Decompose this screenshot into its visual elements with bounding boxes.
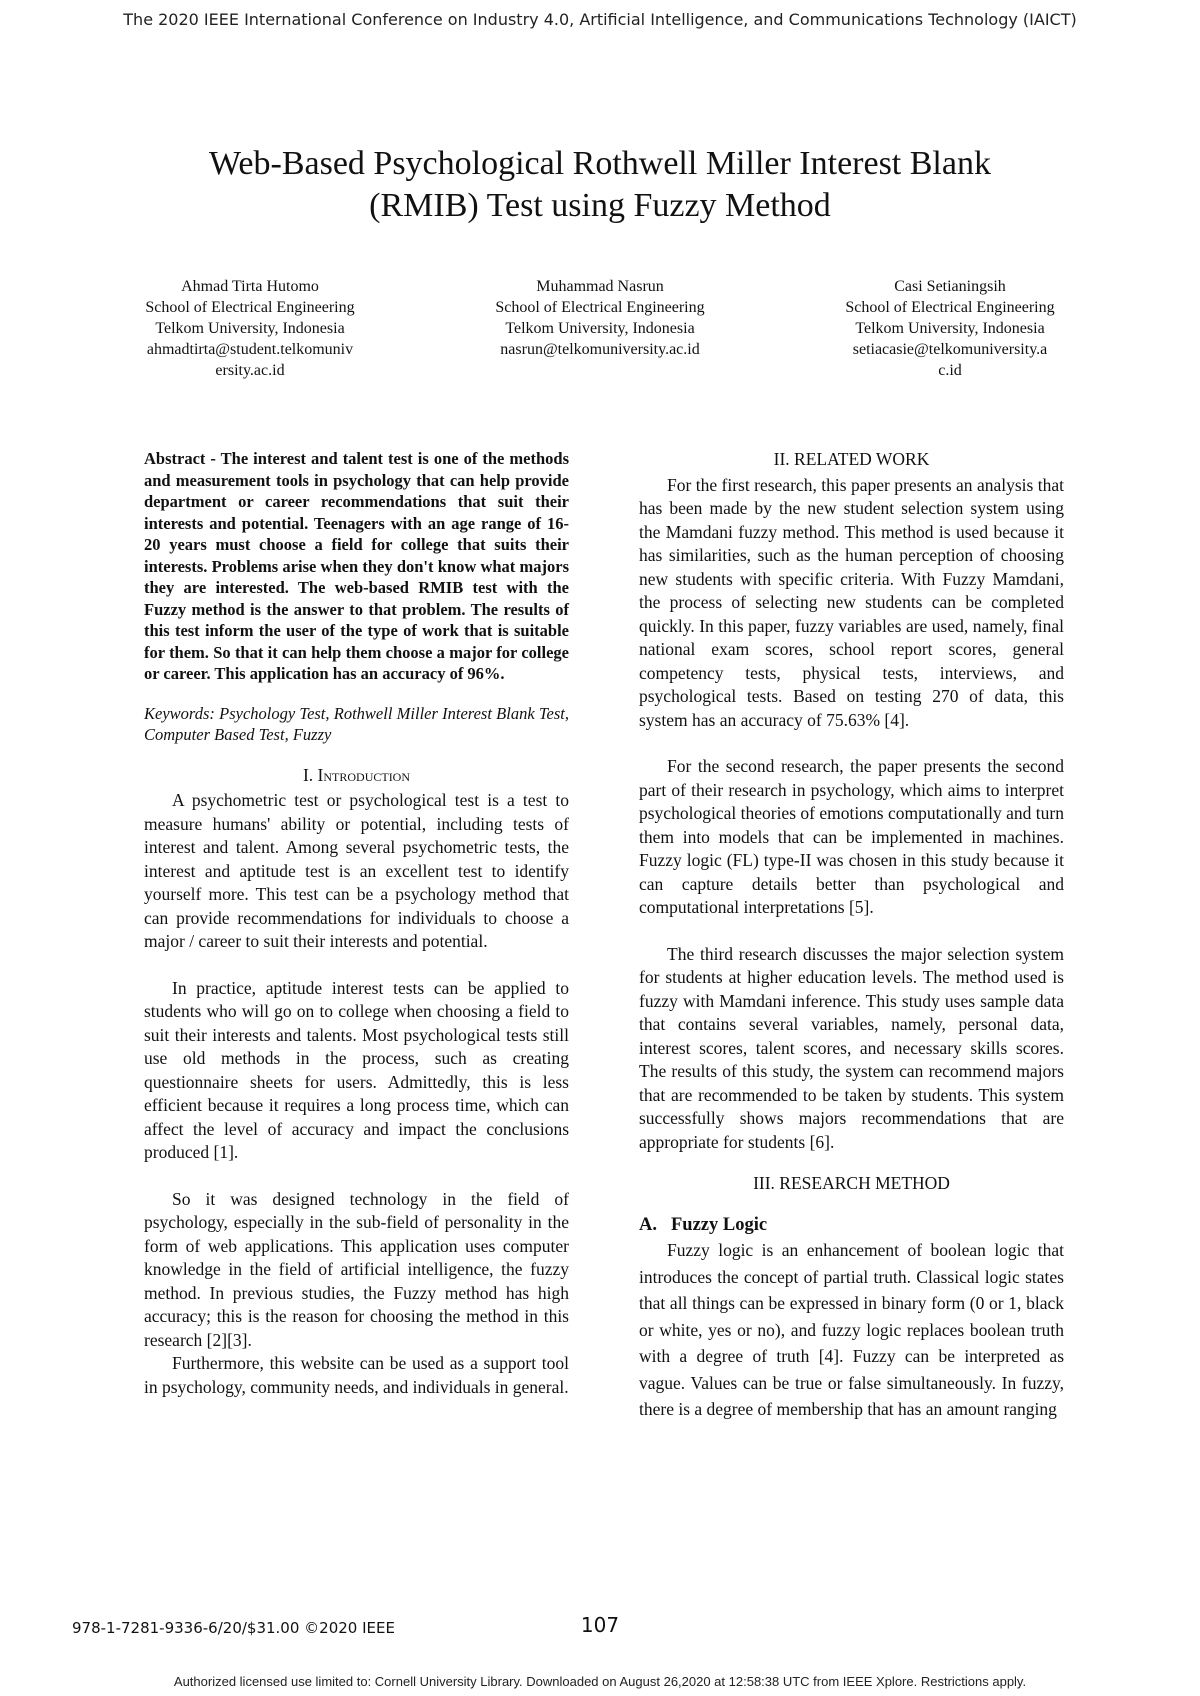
page-number: 107 xyxy=(580,1613,620,1637)
section-heading-introduction: I. Introduction xyxy=(302,764,411,785)
author-name: Casi Setianingsih xyxy=(894,278,1006,295)
author-school: School of Electrical Engineering xyxy=(845,299,1055,316)
author-name: Muhammad Nasrun xyxy=(536,278,664,295)
conference-header: The 2020 IEEE International Conference on Industry 4.0, Artificial Intelligence, and Communications Technology (IAICT) xyxy=(123,10,1077,29)
subsection-heading-fuzzy-logic xyxy=(639,1214,1064,1238)
author-school: School of Electrical Engineering xyxy=(495,299,705,316)
intro-paragraph-3: So it was designed technology in the field of psychology, especially in the sub-field of personality in the form of web applications. This application uses computer knowledge in the field of artificial intelligence, the fuzzy method. In previous studies, the Fuzzy method has high accuracy; this is the reason for choosing the method in this research [2][3]. xyxy=(144,1188,569,1350)
author-university: Telkom University, Indonesia xyxy=(505,320,695,337)
author-email: nasrun@telkomuniversity.ac.id xyxy=(500,341,700,358)
section-heading-related-work: II. RELATED WORK xyxy=(773,449,930,469)
author-school: School of Electrical Engineering xyxy=(145,299,355,316)
paper-title xyxy=(140,143,1060,227)
author-block-3 xyxy=(820,276,1080,381)
related-paragraph-1: For the first research, this paper presents an analysis that has been made by the new student selection system using the Mamdani fuzzy method. This method is used because it has similarities, such as the human perception of choosing new students with specific criteria. With Fuzzy Mamdani, the process of selecting new students can be completed quickly. In this paper, fuzzy variables are used, namely, final national exam scores, school report scores, general competency tests, physical tests, interviews, and psychological tests. Based on testing 270 of data, this system has an accuracy of 75.63% [4]. xyxy=(639,474,1064,730)
left-column xyxy=(144,448,569,1399)
subsection-letter: A. xyxy=(639,1214,657,1235)
author-block-2 xyxy=(470,276,730,360)
intro-paragraph-2: In practice, aptitude interest tests can be applied to students who will go on to college when choosing a field to suit their interests and talents. Most psychological tests still use old methods in the process, such as creating questionnaire sheets for users. Admittedly, this is less efficient because it requires a long process time, which can affect the level of accuracy and impact the conclusions produced [1]. xyxy=(144,977,569,1162)
author-email-cont: ersity.ac.id xyxy=(215,362,285,379)
author-university: Telkom University, Indonesia xyxy=(855,320,1045,337)
keywords: Keywords: Psychology Test, Rothwell Miller Interest Blank Test, Computer Based Test, Fuzzy xyxy=(144,703,569,744)
related-paragraph-3: The third research discusses the major selection system for students at higher education levels. The method used is fuzzy with Mamdani inference. This study uses sample data that contains several variables, namely, personal data, interest scores, talent scores, and necessary skills scores. The results of this study, the system can recommend majors that are recommended to be taken by students. This system successfully shows majors recommendations that are appropriate for students [6]. xyxy=(639,943,1064,1152)
subsection-title: Fuzzy Logic xyxy=(671,1214,768,1235)
abstract: Abstract - The interest and talent test is one of the methods and measurement tools in psychology that can help provide department or career recommendations that suit their interests and potential. Teenagers with an age range of 16-20 years must choose a field for college that suits their interests. Problems arise when they don't know what majors they are interested. The web-based RMIB test with the Fuzzy method is the answer to that problem. The results of this test inform the user of the type of work that is suitable for them. So that it can help them choose a major for college or career. This application has an accuracy of 96%. xyxy=(144,449,569,683)
license-notice: Authorized licensed use limited to: Cornell University Library. Downloaded on August 26,2020 at 12:58:38 UTC from IEEE Xplore. Restrictions apply. xyxy=(173,1674,1027,1689)
right-column xyxy=(639,448,1064,1423)
author-email: setiacasie@telkomuniversity.a xyxy=(852,341,1048,358)
intro-paragraph-4: Furthermore, this website can be used as a support tool in psychology, community needs, and individuals in general. xyxy=(144,1353,569,1397)
intro-paragraph-1: A psychometric test or psychological test is a test to measure humans' ability or potential, including tests of interest and talent. Among several psychometric tests, the interest and aptitude test is an excellent test to identify yourself more. This test can be a psychology method that can provide recommendations for individuals to choose a major / career to suit their interests and potential. xyxy=(144,790,569,951)
section-heading-research-method: III. RESEARCH METHOD xyxy=(753,1173,950,1193)
author-name: Ahmad Tirta Hutomo xyxy=(181,278,319,295)
title-line-1: Web-Based Psychological Rothwell Miller Interest Blank xyxy=(209,145,991,182)
fuzzy-paragraph-1: Fuzzy logic is an enhancement of boolean logic that introduces the concept of partial truth. Classical logic states that all things can be expressed in binary form (0 or 1, black or white, yes or no), and fuzzy logic replaces boolean truth with a degree of truth [4]. Fuzzy can be interpreted as vague. Values can be true or false simultaneously. In fuzzy, there is a degree of membership that has an amount ranging xyxy=(639,1240,1064,1419)
author-email: ahmadtirta@student.telkomuniv xyxy=(146,341,354,358)
author-block-1 xyxy=(120,276,380,381)
related-paragraph-2: For the second research, the paper presents the second part of their research in psychology, which aims to interpret psychological theories of emotions computationally and turn them into models that can be implemented in machines. Fuzzy logic (FL) type-II was chosen in this study because it can capture details better than psychological and computational interpretations [5]. xyxy=(639,756,1064,917)
title-line-2: (RMIB) Test using Fuzzy Method xyxy=(369,187,831,224)
copyright-isbn: 978-1-7281-9336-6/20/$31.00 ©2020 IEEE xyxy=(72,1619,395,1637)
author-email-cont: c.id xyxy=(938,362,962,379)
author-university: Telkom University, Indonesia xyxy=(155,320,345,337)
